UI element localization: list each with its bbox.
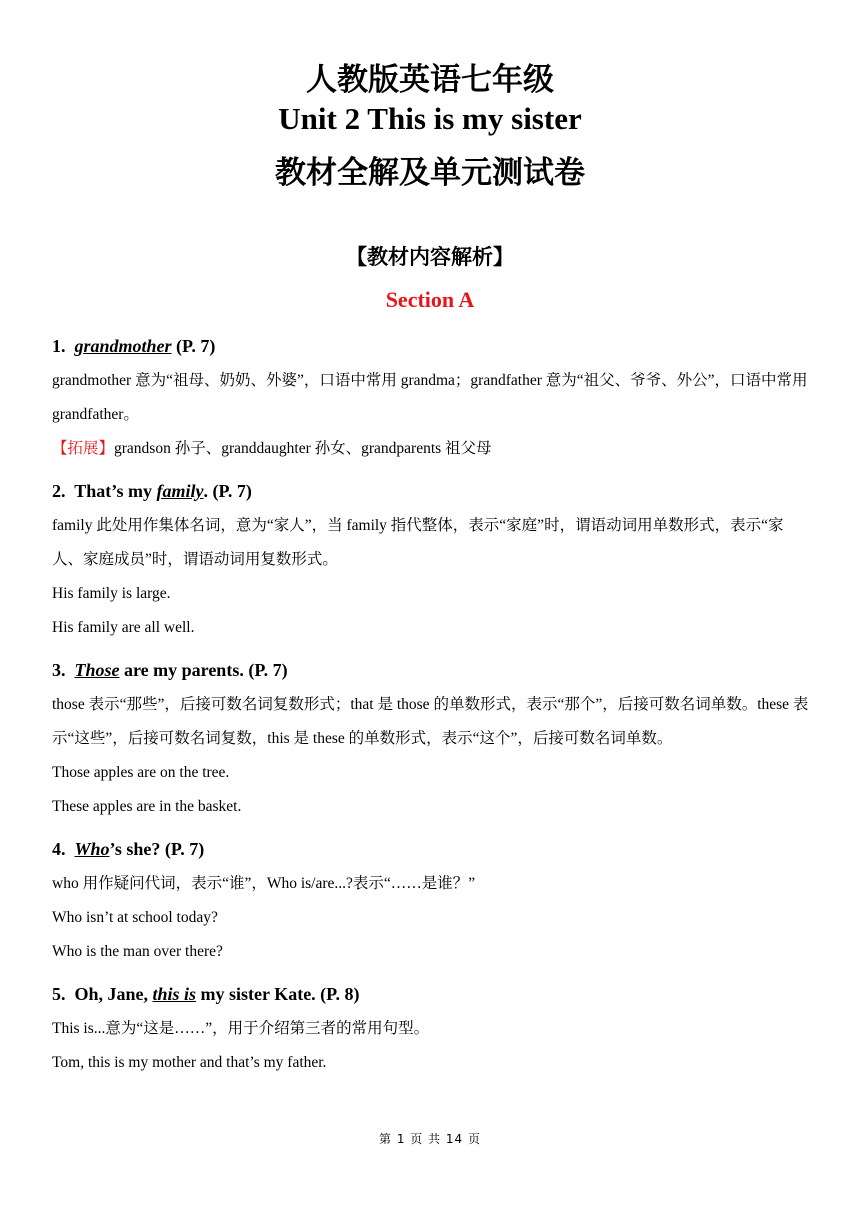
item-post: are my parents. (P. 7) — [119, 660, 288, 680]
item-keyword: Those — [74, 660, 120, 680]
content-body — [52, 334, 812, 1080]
item-pre: Oh, Jane, — [74, 984, 153, 1004]
example-sentence: These apples are in the basket. — [52, 798, 242, 815]
doc-title-line-3: 教材全解及单元测试卷 — [275, 155, 585, 191]
extension-line — [52, 432, 812, 466]
item-heading-4 — [52, 837, 812, 861]
item-keyword: this is — [152, 984, 197, 1004]
example-sentence: His family is large. — [52, 585, 171, 602]
example-sentence: Who isn’t at school today? — [52, 909, 218, 926]
example-sentence: Those apples are on the tree. — [52, 764, 230, 781]
item-keyword: grandmother — [74, 336, 172, 356]
item-heading-1 — [52, 334, 812, 358]
item-post: ’s she? (P. 7) — [109, 839, 205, 859]
item-keyword: family — [156, 481, 204, 501]
item-paragraph: This is...意为“这是……”，用于介绍第三者的常用句型。 — [52, 1020, 430, 1037]
extension-text: grandson 孙子、granddaughter 孙女、grandparents 祖父母 — [114, 440, 492, 457]
example-sentence: His family are all well. — [52, 619, 195, 636]
item-post: my sister Kate. (P. 8) — [196, 984, 360, 1004]
item-post: (P. 7) — [171, 336, 216, 356]
item-post: . (P. 7) — [203, 481, 252, 501]
doc-title-line-2: Unit 2 This is my sister — [278, 101, 582, 136]
item-paragraph: grandmother 意为“祖母、奶奶、外婆”，口语中常用 grandma；grandfather 意为“祖父、爷爷、外公”，口语中常用 grandfather。 — [52, 372, 808, 423]
example-sentence: Who is the man over there? — [52, 943, 223, 960]
section-heading: 【教材内容解析】 — [346, 245, 514, 269]
item-number: 1. — [52, 336, 66, 356]
item-heading-5 — [52, 982, 812, 1006]
page-footer: 第 1 页 共 14 页 — [379, 1132, 481, 1146]
item-paragraph: who 用作疑问代词，表示“谁”，Who is/are...?表示“……是谁？” — [52, 875, 476, 892]
example-sentence: Tom, this is my mother and that’s my father. — [52, 1054, 327, 1071]
item-pre: That’s my — [74, 481, 157, 501]
item-number: 3. — [52, 660, 66, 680]
extension-tag: 【拓展】 — [52, 440, 115, 457]
item-paragraph: those 表示“那些”，后接可数名词复数形式；that 是 those 的单数形式，表示“那个”，后接可数名词单数。these 表示“这些”，后接可数名词复数，this 是 these 的单数形式，表示“这个”，后接可数名词单数。 — [52, 696, 809, 747]
item-paragraph: family 此处用作集体名词，意为“家人”，当 family 指代整体，表示“家庭”时，谓语动词用单数形式，表示“家人、家庭成员”时，谓语动词用复数形式。 — [52, 517, 784, 568]
section-a-heading: Section A — [385, 287, 475, 312]
item-keyword: Who — [74, 839, 110, 859]
item-heading-2 — [52, 479, 812, 503]
item-number: 5. — [52, 984, 66, 1004]
doc-title-line-1: 人教版英语七年级 — [306, 62, 554, 98]
item-number: 4. — [52, 839, 66, 859]
item-number: 2. — [52, 481, 66, 501]
item-heading-3 — [52, 658, 812, 682]
